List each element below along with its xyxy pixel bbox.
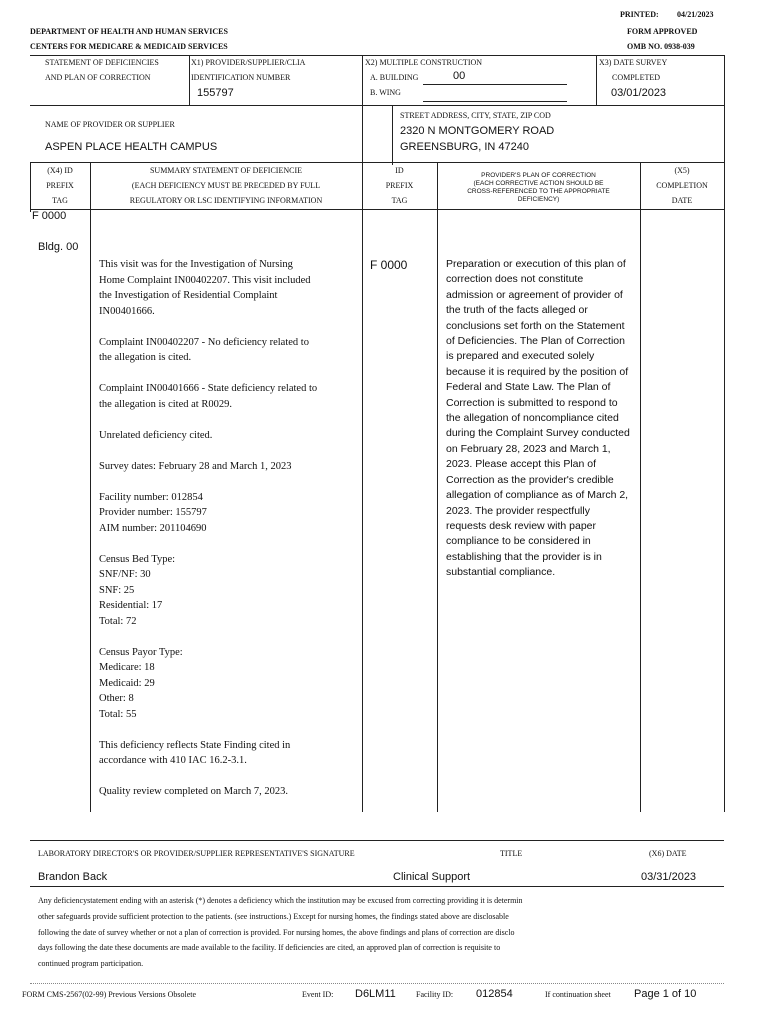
summary-statement: This visit was for the Investigation of Nursing Home Complaint IN00402207. This visit included the Investigation of Residential Complaint IN00401666. Complaint IN00402207 - No deficiency related to the allegation is cited. Complaint IN00401666 - State deficiency related to the allegation is cited at R0029. Unrelated deficiency cited. Survey dates: February 28 and March 1, 2023 Facility number: 012854 Provider number: 155797 AIM number: 201104690 Census Bed Type: SNF/NF: 30 SNF: 25 Residential: 17 Total: 72 Census Payor Type: Medicare: 18 Medicaid: 29 Other: 8 Total: 55 This deficiency reflects State Finding cited in accordance with 410 IAC 16.2-3.1. Quality review completed on March 7, 2023. bbox=[99, 259, 318, 797]
provider-name-label: NAME OF PROVIDER OR SUPPLIER bbox=[45, 120, 175, 129]
id-head-2: PREFIX bbox=[385, 181, 414, 190]
address-line-1: 2320 N MONTGOMERY ROAD bbox=[400, 125, 555, 137]
tag-prefix-right: F 0000 bbox=[370, 258, 408, 272]
facility-id-label: Facility ID: bbox=[416, 990, 454, 999]
x4-head-3: TAG bbox=[52, 196, 68, 205]
date-label: (X6) DATE bbox=[649, 849, 687, 858]
disclaimer-line-2: other safeguards provide sufficient protection to the patients. (see instructions.) Except for nursing homes, the findings stated above are disclosable bbox=[38, 911, 509, 921]
disclaimer-line-5: continued program participation. bbox=[38, 959, 144, 969]
poc-head-4: DEFICIENCY) bbox=[517, 196, 560, 203]
x5-head-1: (X5) bbox=[674, 166, 690, 175]
signer-name: Brandon Back bbox=[38, 871, 108, 883]
title-label: TITLE bbox=[500, 849, 523, 858]
statement-label-2: AND PLAN OF CORRECTION bbox=[45, 73, 151, 82]
provider-id-value: 155797 bbox=[197, 87, 234, 99]
signature-label: LABORATORY DIRECTOR'S OR PROVIDER/SUPPLIER REPRESENTATIVE'S SIGNATURE bbox=[38, 849, 355, 858]
x4-head-1: (X4) ID bbox=[47, 166, 73, 175]
x1-label-2: IDENTIFICATION NUMBER bbox=[191, 73, 291, 82]
wing-label: B. WING bbox=[370, 88, 401, 97]
x3-label-2: COMPLETED bbox=[612, 73, 660, 82]
summary-head-1: SUMMARY STATEMENT OF DEFICIENCIE bbox=[149, 166, 303, 175]
disclaimer-line-4: days following the date these documents are made available to the facility. If deficiencies are cited, an approved plan of correction is requisite to bbox=[38, 943, 501, 953]
poc-head-2: (EACH CORRECTIVE ACTION SHOULD BE bbox=[473, 180, 604, 187]
building-value: 00 bbox=[453, 70, 466, 82]
building-label: A. BUILDING bbox=[370, 73, 419, 82]
building-tag: Bldg. 00 bbox=[38, 241, 79, 253]
x1-label: X1) PROVIDER/SUPPLIER/CLIA bbox=[191, 58, 306, 67]
id-head-1: ID bbox=[395, 166, 404, 175]
signature-date: 03/31/2023 bbox=[641, 871, 697, 883]
x5-head-3: DATE bbox=[671, 196, 693, 205]
statement-label-1: STATEMENT OF DEFICIENCIES bbox=[45, 58, 159, 67]
x5-head-2: COMPLETION bbox=[656, 181, 708, 190]
printed-date: 04/21/2023 bbox=[677, 10, 714, 19]
omb-number: OMB NO. 0938-039 bbox=[627, 42, 695, 51]
page-number: Page 1 of 10 bbox=[634, 988, 697, 1000]
summary-head-2: (EACH DEFICIENCY MUST BE PRECEDED BY FULL bbox=[131, 181, 321, 190]
facility-id-value: 012854 bbox=[476, 988, 513, 1000]
survey-date-value: 03/01/2023 bbox=[611, 87, 667, 99]
plan-of-correction: Preparation or execution of this plan of correction does not constitute admission or agreement of provider of the truth of the facts alleged or conclusions set forth on the Statement of Deficiencies. The Plan of Correction is prepared and executed solely because it is required by the position of Federal and State Law. The Plan of Correction is submitted to respond to the allegation of noncompliance cited during the Complaint Survey conducted on February 28, 2023 and March 1, 2023. Please accept this Plan of Correction as the provider's credible allegation of compliance as of March 2, 2023. The provider respectfully requests desk review with paper compliance to be considered in establishing that the provider is in substantial compliance. bbox=[446, 258, 630, 579]
tag-prefix-left: F 0000 bbox=[32, 210, 67, 222]
event-id-label: Event ID: bbox=[302, 990, 334, 999]
summary-head-3: REGULATORY OR LSC IDENTIFYING INFORMATION bbox=[129, 196, 323, 205]
address-line-2: GREENSBURG, IN 47240 bbox=[400, 141, 529, 153]
disclaimer bbox=[38, 893, 728, 972]
dept-line2: CENTERS FOR MEDICARE & MEDICAID SERVICES bbox=[30, 42, 228, 51]
address-label: STREET ADDRESS, CITY, STATE, ZIP COD bbox=[400, 111, 551, 120]
id-head-3: TAG bbox=[391, 196, 408, 205]
form-number: FORM CMS-2567(02-99) Previous Versions Obsolete bbox=[22, 990, 197, 999]
x2-label: X2) MULTIPLE CONSTRUCTION bbox=[365, 58, 483, 67]
disclaimer-line-1: Any deficiencystatement ending with an asterisk (*) denotes a deficiency which the institution may be excused from correcting providing it is determin bbox=[38, 896, 523, 905]
disclaimer-line-3: following the date of survey whether or not a plan of correction is provided. For nursing homes, the above findings and plans of correction are disclo bbox=[38, 927, 515, 937]
dept-line1: DEPARTMENT OF HEALTH AND HUMAN SERVICES bbox=[30, 27, 228, 36]
x3-label: X3) DATE SURVEY bbox=[599, 58, 668, 67]
form-approved: FORM APPROVED bbox=[627, 27, 698, 36]
x4-head-2: PREFIX bbox=[46, 181, 74, 190]
provider-name-value: ASPEN PLACE HEALTH CAMPUS bbox=[45, 141, 218, 153]
printed-label: PRINTED: bbox=[620, 10, 659, 19]
poc-head-3: CROSS-REFERENCED TO THE APPROPRIATE bbox=[467, 188, 610, 195]
event-id-value: D6LM11 bbox=[355, 988, 396, 1000]
continuation-label: If continuation sheet bbox=[545, 990, 611, 999]
poc-head-1: PROVIDER'S PLAN OF CORRECTION bbox=[481, 172, 596, 179]
signer-title: Clinical Support bbox=[393, 871, 471, 883]
